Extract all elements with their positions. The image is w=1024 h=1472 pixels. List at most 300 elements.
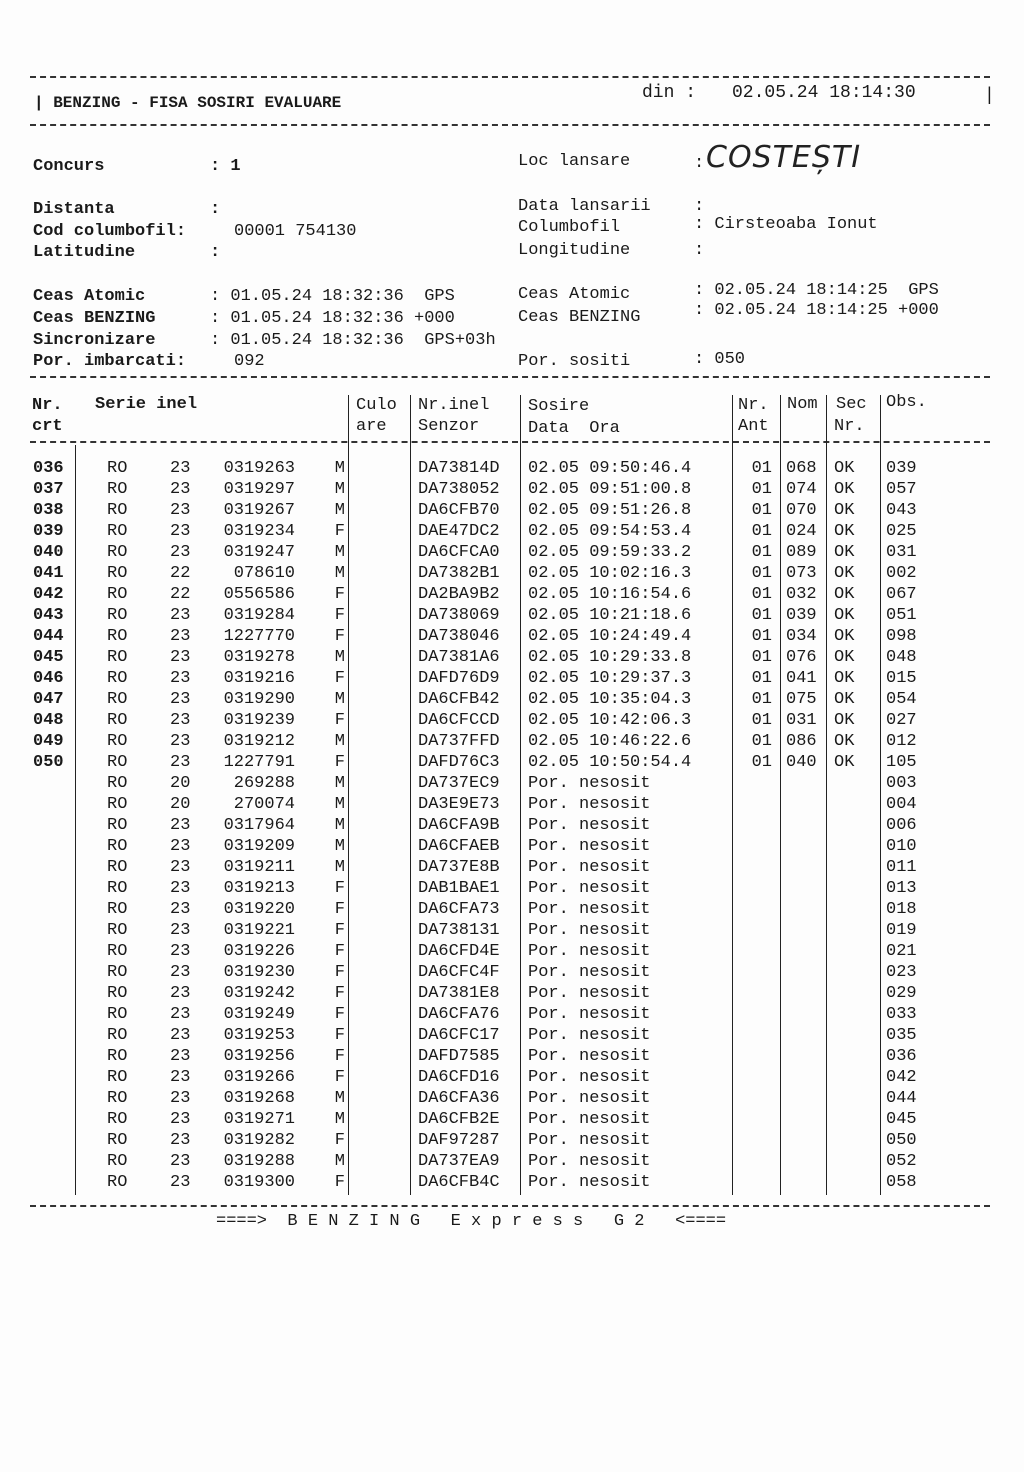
ring-country: RO xyxy=(107,1089,128,1108)
ring-serial: 0319282 xyxy=(223,1131,295,1150)
obs: 054 xyxy=(886,690,917,709)
ring-country: RO xyxy=(107,1152,128,1171)
arrival-datetime: Por. nesosit xyxy=(528,900,651,919)
ring-serial: 0556586 xyxy=(223,585,295,604)
sex: F xyxy=(334,1173,345,1192)
ring-year: 23 xyxy=(170,837,191,856)
din-label: din : xyxy=(642,83,697,103)
arrival-datetime: 02.05 09:59:33.2 xyxy=(528,543,692,562)
col-sec-nr: Nr. xyxy=(834,417,865,436)
obs: 003 xyxy=(886,774,917,793)
col-nom: Nom xyxy=(787,395,818,414)
nom: 076 xyxy=(786,648,817,667)
sensor-id: DA2BA9B2 xyxy=(418,585,500,604)
ring-year: 23 xyxy=(170,816,191,835)
ring-year: 23 xyxy=(170,1173,191,1192)
column-divider xyxy=(880,395,881,1195)
ring-serial: 0319221 xyxy=(223,921,295,940)
arrival-datetime: Por. nesosit xyxy=(528,963,651,982)
nom: 039 xyxy=(786,606,817,625)
ring-country: RO xyxy=(107,1026,128,1045)
nom: 032 xyxy=(786,585,817,604)
ring-serial: 0319239 xyxy=(223,711,295,730)
sensor-id: DAFD7585 xyxy=(418,1047,500,1066)
sensor-id: DA6CFA9B xyxy=(418,816,500,835)
ring-year: 23 xyxy=(170,1026,191,1045)
nom: 041 xyxy=(786,669,817,688)
sex: F xyxy=(334,711,345,730)
obs: 029 xyxy=(886,984,917,1003)
nom: 089 xyxy=(786,543,817,562)
ring-year: 23 xyxy=(170,732,191,751)
ring-year: 23 xyxy=(170,501,191,520)
ceas-atomic-label: Ceas Atomic xyxy=(33,287,146,306)
sex: F xyxy=(334,1131,345,1150)
ceas-atomic-end: : 02.05.24 18:14:25 GPS xyxy=(694,281,939,300)
sositi-value: : 050 xyxy=(694,350,746,369)
nom: 086 xyxy=(786,732,817,751)
footer-banner: ====> B E N Z I N G E x p r e s s G 2 <==== xyxy=(216,1212,727,1231)
ring-year: 23 xyxy=(170,921,191,940)
arrival-datetime: Por. nesosit xyxy=(528,1026,651,1045)
loc-lansare-label: Loc lansare xyxy=(518,152,631,171)
arrival-datetime: Por. nesosit xyxy=(528,1068,651,1087)
sec: OK xyxy=(834,522,855,541)
sincronizare-label: Sincronizare xyxy=(33,331,156,350)
sensor-id: DAFD76D9 xyxy=(418,669,500,688)
obs: 021 xyxy=(886,942,917,961)
sensor-id: DA738046 xyxy=(418,627,500,646)
ring-country: RO xyxy=(107,984,128,1003)
col-ant: Ant xyxy=(738,417,769,436)
row-nr: 037 xyxy=(33,480,64,499)
ring-country: RO xyxy=(107,480,128,499)
distanta-value: : xyxy=(210,200,221,219)
row-nr: 048 xyxy=(33,711,64,730)
ring-country: RO xyxy=(107,816,128,835)
sex: F xyxy=(334,669,345,688)
sec: OK xyxy=(834,606,855,625)
sex: M xyxy=(334,774,345,793)
ring-country: RO xyxy=(107,1005,128,1024)
ring-year: 23 xyxy=(170,711,191,730)
ring-serial: 0319268 xyxy=(223,1089,295,1108)
sex: M xyxy=(334,459,345,478)
data-lansarii-label: Data lansarii xyxy=(518,197,651,216)
loc-lansare-handwritten: COSTEȘTI xyxy=(706,140,862,175)
sensor-id: DA7382B1 xyxy=(418,564,500,583)
ring-country: RO xyxy=(107,690,128,709)
row-nr: 042 xyxy=(33,585,64,604)
col-nr-ant: Nr. xyxy=(738,396,769,415)
sec: OK xyxy=(834,648,855,667)
sensor-id: DA6CFB2E xyxy=(418,1110,500,1129)
col-obs: Obs. xyxy=(886,393,927,412)
nom: 075 xyxy=(786,690,817,709)
ring-country: RO xyxy=(107,669,128,688)
arrival-datetime: Por. nesosit xyxy=(528,942,651,961)
sensor-id: DA6CFB42 xyxy=(418,690,500,709)
ring-year: 23 xyxy=(170,879,191,898)
columbofil-label: Columbofil xyxy=(518,218,621,237)
ring-country: RO xyxy=(107,963,128,982)
sensor-id: DA6CFD16 xyxy=(418,1068,500,1087)
sensor-id: DA6CFAEB xyxy=(418,837,500,856)
arrival-datetime: Por. nesosit xyxy=(528,1152,651,1171)
ring-year: 23 xyxy=(170,1152,191,1171)
nr-ant: 01 xyxy=(751,690,772,709)
nom: 034 xyxy=(786,627,817,646)
arrival-datetime: Por. nesosit xyxy=(528,816,651,835)
imbarcati-value: 092 xyxy=(234,352,265,371)
obs: 042 xyxy=(886,1068,917,1087)
col-crt: crt xyxy=(32,417,63,436)
arrival-datetime: 02.05 09:50:46.4 xyxy=(528,459,692,478)
ring-year: 23 xyxy=(170,900,191,919)
nr-ant: 01 xyxy=(751,585,772,604)
ring-year: 23 xyxy=(170,690,191,709)
ring-year: 23 xyxy=(170,1110,191,1129)
ring-serial: 0319266 xyxy=(223,1068,295,1087)
obs: 058 xyxy=(886,1173,917,1192)
sex: M xyxy=(334,648,345,667)
ring-year: 23 xyxy=(170,942,191,961)
arrival-datetime: Por. nesosit xyxy=(528,774,651,793)
ring-serial: 0319247 xyxy=(223,543,295,562)
row-nr: 041 xyxy=(33,564,64,583)
divider xyxy=(30,1205,990,1207)
ring-serial: 1227770 xyxy=(223,627,295,646)
nr-ant: 01 xyxy=(751,732,772,751)
ring-year: 23 xyxy=(170,543,191,562)
ring-country: RO xyxy=(107,585,128,604)
concurs-value: : 1 xyxy=(210,157,241,176)
sensor-id: DA737E8B xyxy=(418,858,500,877)
arrival-datetime: Por. nesosit xyxy=(528,1089,651,1108)
ring-serial: 0319290 xyxy=(223,690,295,709)
sec: OK xyxy=(834,732,855,751)
ring-country: RO xyxy=(107,837,128,856)
nr-ant: 01 xyxy=(751,753,772,772)
sensor-id: DAF97287 xyxy=(418,1131,500,1150)
arrival-datetime: Por. nesosit xyxy=(528,795,651,814)
ring-serial: 0319212 xyxy=(223,732,295,751)
latitudine-label: Latitudine xyxy=(33,243,136,262)
ring-country: RO xyxy=(107,942,128,961)
arrival-datetime: 02.05 10:29:37.3 xyxy=(528,669,692,688)
ring-country: RO xyxy=(107,627,128,646)
row-nr: 047 xyxy=(33,690,64,709)
obs: 023 xyxy=(886,963,917,982)
ceas-benzing-end: : 02.05.24 18:14:25 +000 xyxy=(694,301,939,320)
ring-serial: 0319284 xyxy=(223,606,295,625)
obs: 050 xyxy=(886,1131,917,1150)
sex: F xyxy=(334,942,345,961)
obs: 036 xyxy=(886,1047,917,1066)
sex: M xyxy=(334,480,345,499)
longitudine-value: : xyxy=(694,241,705,260)
data-lansarii-value: : xyxy=(694,197,705,216)
ring-year: 23 xyxy=(170,858,191,877)
column-divider xyxy=(780,395,781,1195)
distanta-label: Distanta xyxy=(33,200,115,219)
arrival-datetime: Por. nesosit xyxy=(528,858,651,877)
sec: OK xyxy=(834,627,855,646)
sensor-id: DA7381A6 xyxy=(418,648,500,667)
ring-serial: 0319253 xyxy=(223,1026,295,1045)
sex: F xyxy=(334,900,345,919)
ring-year: 23 xyxy=(170,963,191,982)
column-divider xyxy=(75,445,76,1195)
obs: 048 xyxy=(886,648,917,667)
column-divider xyxy=(732,395,733,1195)
row-nr: 049 xyxy=(33,732,64,751)
sec: OK xyxy=(834,711,855,730)
sensor-id: DA737EC9 xyxy=(418,774,500,793)
sensor-id: DA6CFA36 xyxy=(418,1089,500,1108)
document-title: | BENZING - FISA SOSIRI EVALUARE xyxy=(34,94,342,112)
sex: F xyxy=(334,1026,345,1045)
sensor-id: DA738052 xyxy=(418,480,500,499)
sec: OK xyxy=(834,459,855,478)
obs: 067 xyxy=(886,585,917,604)
sex: M xyxy=(334,732,345,751)
ring-serial: 0319234 xyxy=(223,522,295,541)
sensor-id: DA737FFD xyxy=(418,732,500,751)
sensor-id: DA738069 xyxy=(418,606,500,625)
arrival-datetime: 02.05 10:02:16.3 xyxy=(528,564,692,583)
sensor-id: DA3E9E73 xyxy=(418,795,500,814)
ring-year: 23 xyxy=(170,627,191,646)
sex: F xyxy=(334,753,345,772)
sec: OK xyxy=(834,543,855,562)
sex: M xyxy=(334,858,345,877)
ring-year: 20 xyxy=(170,774,191,793)
ring-country: RO xyxy=(107,1068,128,1087)
ring-country: RO xyxy=(107,858,128,877)
latitudine-value: : xyxy=(210,243,221,262)
ring-country: RO xyxy=(107,1173,128,1192)
col-data-ora: Data Ora xyxy=(528,419,620,438)
sex: F xyxy=(334,1005,345,1024)
columbofil-value: : Cirsteoaba Ionut xyxy=(694,215,878,234)
col-nr: Nr. xyxy=(32,396,63,415)
sensor-id: DA7381E8 xyxy=(418,984,500,1003)
sensor-id: DA6CFA76 xyxy=(418,1005,500,1024)
obs: 033 xyxy=(886,1005,917,1024)
row-nr: 040 xyxy=(33,543,64,562)
divider xyxy=(30,376,990,378)
divider xyxy=(30,124,990,126)
ring-year: 23 xyxy=(170,1131,191,1150)
ring-year: 23 xyxy=(170,669,191,688)
ring-year: 23 xyxy=(170,984,191,1003)
ring-country: RO xyxy=(107,1047,128,1066)
obs: 043 xyxy=(886,501,917,520)
arrival-datetime: Por. nesosit xyxy=(528,1047,651,1066)
arrival-datetime: Por. nesosit xyxy=(528,1110,651,1129)
ring-year: 22 xyxy=(170,564,191,583)
obs: 052 xyxy=(886,1152,917,1171)
sex: M xyxy=(334,795,345,814)
ring-country: RO xyxy=(107,900,128,919)
nr-ant: 01 xyxy=(751,480,772,499)
col-nr-inel: Nr.inel xyxy=(418,396,490,415)
ring-country: RO xyxy=(107,1110,128,1129)
row-nr: 050 xyxy=(33,753,64,772)
nom: 070 xyxy=(786,501,817,520)
sex: M xyxy=(334,1152,345,1171)
ring-serial: 0319209 xyxy=(223,837,295,856)
imbarcati-label: Por. imbarcati: xyxy=(33,352,187,371)
obs: 031 xyxy=(886,543,917,562)
ring-country: RO xyxy=(107,711,128,730)
ring-country: RO xyxy=(107,795,128,814)
column-divider xyxy=(826,395,827,1195)
obs: 044 xyxy=(886,1089,917,1108)
cod-columbofil-label: Cod columbofil: xyxy=(33,222,187,241)
cod-columbofil-value: 00001 754130 xyxy=(234,222,357,241)
ring-serial: 0319288 xyxy=(223,1152,295,1171)
obs: 098 xyxy=(886,627,917,646)
row-nr: 046 xyxy=(33,669,64,688)
obs: 006 xyxy=(886,816,917,835)
sex: F xyxy=(334,585,345,604)
sec: OK xyxy=(834,690,855,709)
arrival-datetime: Por. nesosit xyxy=(528,921,651,940)
nr-ant: 01 xyxy=(751,564,772,583)
sec: OK xyxy=(834,501,855,520)
ring-country: RO xyxy=(107,543,128,562)
sensor-id: DA6CFCA0 xyxy=(418,543,500,562)
ring-serial: 0319230 xyxy=(223,963,295,982)
ring-year: 23 xyxy=(170,459,191,478)
sex: M xyxy=(334,837,345,856)
obs: 027 xyxy=(886,711,917,730)
divider xyxy=(30,76,990,78)
arrival-datetime: Por. nesosit xyxy=(528,984,651,1003)
ring-country: RO xyxy=(107,753,128,772)
ring-country: RO xyxy=(107,879,128,898)
ring-serial: 0319271 xyxy=(223,1110,295,1129)
arrival-datetime: Por. nesosit xyxy=(528,1005,651,1024)
sensor-id: DA6CFB70 xyxy=(418,501,500,520)
ring-year: 23 xyxy=(170,522,191,541)
ring-serial: 0319263 xyxy=(223,459,295,478)
sec: OK xyxy=(834,480,855,499)
sensor-id: DAB1BAE1 xyxy=(418,879,500,898)
nr-ant: 01 xyxy=(751,648,772,667)
sec: OK xyxy=(834,753,855,772)
obs: 057 xyxy=(886,480,917,499)
ring-country: RO xyxy=(107,648,128,667)
ring-year: 23 xyxy=(170,1068,191,1087)
ring-year: 23 xyxy=(170,606,191,625)
arrival-datetime: Por. nesosit xyxy=(528,837,651,856)
ring-serial: 0319278 xyxy=(223,648,295,667)
arrival-datetime: 02.05 10:50:54.4 xyxy=(528,753,692,772)
sex: M xyxy=(334,816,345,835)
col-serie-inel: Serie inel xyxy=(95,395,198,414)
sex: M xyxy=(334,501,345,520)
ring-country: RO xyxy=(107,774,128,793)
longitudine-label: Longitudine xyxy=(518,241,631,260)
nom: 073 xyxy=(786,564,817,583)
sec: OK xyxy=(834,564,855,583)
col-culoare-2: are xyxy=(356,417,387,436)
ring-serial: 0319216 xyxy=(223,669,295,688)
obs: 019 xyxy=(886,921,917,940)
ring-serial: 0319213 xyxy=(223,879,295,898)
ring-country: RO xyxy=(107,522,128,541)
arrival-datetime: Por. nesosit xyxy=(528,1131,651,1150)
ring-serial: 0319297 xyxy=(223,480,295,499)
sex: M xyxy=(334,1110,345,1129)
ceas-atomic-label-2: Ceas Atomic xyxy=(518,285,631,304)
ring-country: RO xyxy=(107,1131,128,1150)
nr-ant: 01 xyxy=(751,543,772,562)
ring-serial: 0317964 xyxy=(223,816,295,835)
nom: 040 xyxy=(786,753,817,772)
ring-country: RO xyxy=(107,564,128,583)
obs: 051 xyxy=(886,606,917,625)
sensor-id: DA737EA9 xyxy=(418,1152,500,1171)
ring-serial: 269288 xyxy=(233,774,295,793)
ring-country: RO xyxy=(107,921,128,940)
header-end-bar: | xyxy=(984,86,995,106)
row-nr: 036 xyxy=(33,459,64,478)
nr-ant: 01 xyxy=(751,522,772,541)
sec: OK xyxy=(834,669,855,688)
nr-ant: 01 xyxy=(751,459,772,478)
obs: 013 xyxy=(886,879,917,898)
ring-year: 23 xyxy=(170,1047,191,1066)
sex: M xyxy=(334,690,345,709)
ring-year: 22 xyxy=(170,585,191,604)
obs: 035 xyxy=(886,1026,917,1045)
obs: 105 xyxy=(886,753,917,772)
arrival-datetime: 02.05 10:35:04.3 xyxy=(528,690,692,709)
sensor-id: DA6CFC17 xyxy=(418,1026,500,1045)
sex: F xyxy=(334,1068,345,1087)
nr-ant: 01 xyxy=(751,711,772,730)
sensor-id: DAFD76C3 xyxy=(418,753,500,772)
sensor-id: DA6CFCCD xyxy=(418,711,500,730)
ring-serial: 0319267 xyxy=(223,501,295,520)
arrival-datetime: 02.05 10:29:33.8 xyxy=(528,648,692,667)
arrival-datetime: 02.05 10:21:18.6 xyxy=(528,606,692,625)
sensor-id: DAE47DC2 xyxy=(418,522,500,541)
arrival-datetime: 02.05 10:24:49.4 xyxy=(528,627,692,646)
obs: 025 xyxy=(886,522,917,541)
ring-serial: 1227791 xyxy=(223,753,295,772)
sex: F xyxy=(334,1047,345,1066)
arrival-datetime: Por. nesosit xyxy=(528,879,651,898)
ring-serial: 0319242 xyxy=(223,984,295,1003)
ring-country: RO xyxy=(107,459,128,478)
ring-year: 23 xyxy=(170,1089,191,1108)
obs: 004 xyxy=(886,795,917,814)
nr-ant: 01 xyxy=(751,627,772,646)
sex: M xyxy=(334,564,345,583)
obs: 010 xyxy=(886,837,917,856)
sex: F xyxy=(334,963,345,982)
arrival-datetime: 02.05 09:51:26.8 xyxy=(528,501,692,520)
sensor-id: DA73814D xyxy=(418,459,500,478)
sositi-label: Por. sositi xyxy=(518,352,631,371)
ceas-benzing-label: Ceas BENZING xyxy=(33,309,156,328)
arrival-datetime: 02.05 10:46:22.6 xyxy=(528,732,692,751)
